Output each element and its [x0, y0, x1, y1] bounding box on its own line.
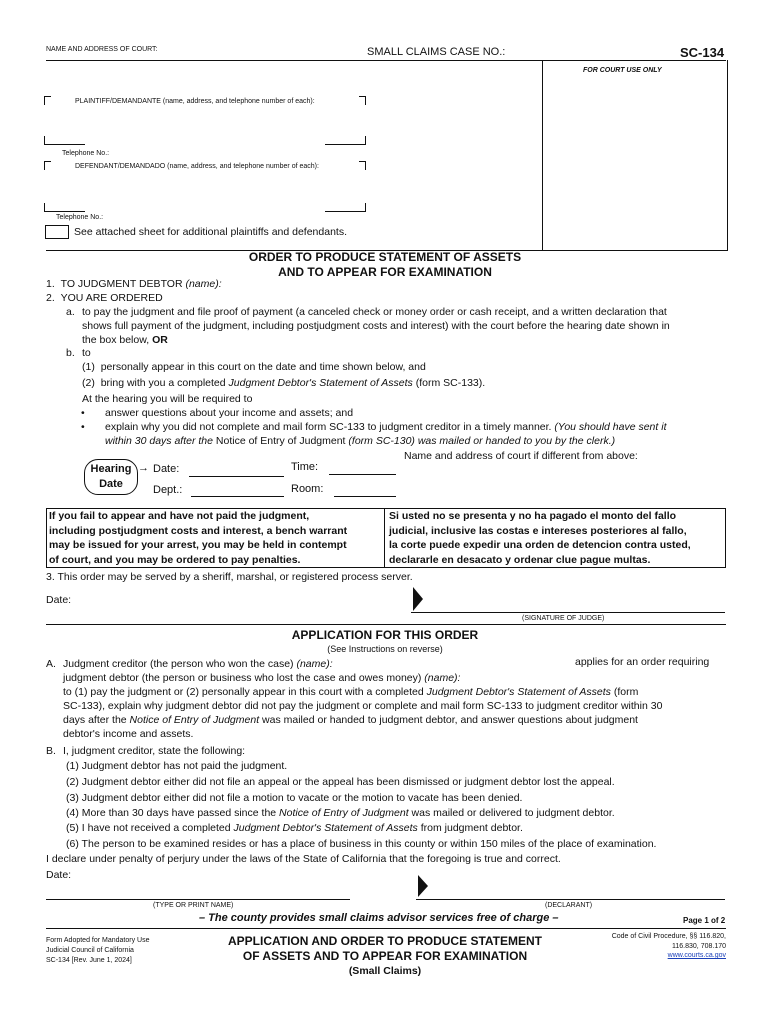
warn-en-3: may be issued for your arrest, you may be held in contempt: [49, 539, 347, 551]
code-citation-block: [560, 932, 726, 961]
app-b4-pre: (4) More than 30 days have passed since the: [66, 807, 277, 819]
item-a-line1: to pay the judgment and file proof of payment (a canceled check or money order or cash receipt, and a written declaration that: [82, 306, 667, 318]
code-line-1: Code of Civil Procedure, §§ 116.820,: [611, 933, 726, 940]
item1-name-label: (name):: [185, 278, 222, 290]
footer-title-3: (Small Claims): [348, 965, 422, 977]
attached-sheet-label: See attached sheet for additional plaintiffs and defendants.: [74, 226, 348, 238]
hearing-intro: At the hearing you will be required to: [82, 393, 253, 405]
order-date-label: Date:: [46, 594, 72, 606]
bullet-2-pre: explain why you did not complete and mail form SC-133 to judgment creditor in a timely manner.: [105, 421, 552, 433]
declarant-signature-field[interactable]: [416, 899, 725, 900]
b2-pre: bring with you a completed: [100, 377, 226, 389]
warn-en-4: of court, and you may be ordered to pay penalties.: [49, 553, 301, 566]
advisor-notice: – The county provides small claims advisor services free of charge –: [199, 912, 559, 924]
warn-en-2: including postjudgment costs and interest, a bench warrant: [49, 524, 348, 537]
print-name-field[interactable]: [46, 899, 350, 900]
item-a-line3: the box below,: [82, 334, 150, 346]
adopted-line-3: SC-134 [Rev. June 1, 2024]: [46, 957, 132, 964]
app-date-label: Date:: [46, 869, 72, 881]
declarant-label: (DECLARANT): [545, 902, 593, 909]
item-a-line2: shows full payment of the judgment, including postjudgment costs and interest) with the court before the hearing date shown in: [82, 320, 670, 332]
item2-text: YOU ARE ORDERED: [60, 292, 163, 304]
dept-field[interactable]: [191, 496, 284, 497]
hearing-date-badge: [84, 459, 138, 495]
app-a-l2-name: (name):: [424, 672, 461, 684]
hearing-label: Hearing: [90, 463, 132, 475]
plaintiff-field[interactable]: [50, 100, 355, 140]
app-a-l3-post: (form: [613, 686, 639, 698]
time-label: Time:: [291, 461, 319, 473]
defendant-field[interactable]: [50, 165, 355, 205]
footer-title-2: OF ASSETS AND TO APPEAR FOR EXAMINATION: [242, 949, 528, 963]
courts-website-link[interactable]: www.courts.ca.gov: [667, 952, 726, 959]
app-a-l3-italic: Judgment Debtor's Statement of Assets: [426, 686, 611, 698]
order-title-2: AND TO APPEAR FOR EXAMINATION: [278, 265, 492, 279]
warn-es-2: judicial, inclusive las costas e intereses posteriores al fallo,: [389, 524, 687, 537]
order-title-1: ORDER TO PRODUCE STATEMENT OF ASSETS: [248, 250, 522, 264]
app-a-pre: Judgment creditor (the person who won the case): [63, 658, 294, 670]
app-b5-pre: (5) I have not received a completed: [66, 822, 231, 834]
alt-court-field[interactable]: [404, 464, 724, 504]
warn-es-1: Si usted no se presenta y no ha pagado el monto del fallo: [389, 510, 677, 522]
adopted-line-2: Judicial Council of California: [46, 947, 134, 954]
phone-label-1: Telephone No.:: [62, 150, 110, 157]
bullet-2-italic: (You should have sent it: [554, 421, 667, 433]
defendant-label: DEFENDANT/DEMANDADO (name, address, and telephone number of each):: [75, 163, 319, 170]
b2-italic: Judgment Debtor's Statement of Assets: [228, 377, 413, 389]
item-a-label: a.: [66, 306, 75, 318]
court-if-different-label: Name and address of court if different from above:: [404, 450, 638, 462]
declaration-text: I declare under penalty of perjury under the laws of the State of California that the foregoing is true and correct.: [46, 853, 561, 865]
app-a-l5-pre: days after the: [63, 714, 127, 726]
bullet-2-l2a: within 30 days after the: [105, 435, 213, 447]
date-field[interactable]: [189, 476, 284, 477]
sign-here-arrow-icon-2: [416, 874, 430, 898]
judgment-creditor-name-field[interactable]: [356, 658, 568, 671]
court-name-label: NAME AND ADDRESS OF COURT:: [46, 46, 158, 53]
print-name-label: (TYPE OR PRINT NAME): [153, 902, 234, 909]
app-b2: (2) Judgment debtor either did not file an appeal or the appeal has been dismissed or judgment debtor lost the appeal.: [66, 776, 615, 788]
app-a-l6: debtor's income and assets.: [63, 728, 194, 740]
judgment-debtor-name-field[interactable]: [240, 278, 540, 291]
form-adopted-block: [46, 936, 150, 966]
arrow-right-icon: →: [138, 462, 149, 474]
item-b-label: b.: [66, 347, 75, 359]
app-a-name: (name):: [296, 658, 333, 670]
item-a-or: OR: [152, 334, 168, 346]
app-a-l5-post: was mailed or handed to judgment debtor, and answer questions about judgment: [262, 714, 638, 726]
app-a-label: A.: [46, 658, 56, 670]
bullet-2-l2b: Notice of Entry of Judgment: [215, 435, 346, 447]
item1-number: 1.: [46, 278, 55, 290]
dept-label: Dept.:: [153, 484, 183, 496]
app-a-l4: SC-133), explain why judgment debtor did not pay the judgment or complete and mail form SC-133 to judgment creditor within 30: [63, 700, 663, 712]
room-field[interactable]: [334, 496, 396, 497]
judgment-debtor-app-field[interactable]: [510, 672, 720, 685]
app-a-applies: applies for an order requiring: [575, 656, 710, 668]
phone-label-2: Telephone No.:: [56, 214, 104, 221]
bullet-1: • answer questions about your income and assets; and: [105, 407, 353, 420]
application-subtitle: (See Instructions on reverse): [327, 644, 443, 654]
app-b4-italic: Notice of Entry of Judgment: [279, 807, 409, 819]
judge-signature-label: (SIGNATURE OF JUDGE): [522, 615, 605, 622]
app-b3: (3) Judgment debtor either did not file a motion to vacate or the motion to vacate has been denied.: [66, 792, 523, 804]
app-b6: (6) The person to be examined resides or has a place of business in this county or within 150 miles of the place of examination.: [66, 838, 657, 850]
case-number-label: SMALL CLAIMS CASE NO.:: [367, 46, 506, 58]
b2-number: (2): [82, 377, 95, 389]
form-code: SC-134: [680, 45, 725, 60]
app-b4-post: was mailed or delivered to judgment debtor.: [411, 807, 615, 819]
item2-number: 2.: [46, 292, 55, 304]
court-use-label: FOR COURT USE ONLY: [583, 67, 662, 74]
app-b-label: B.: [46, 745, 56, 757]
code-line-2: 116.830, 708.170: [672, 942, 726, 950]
app-a-l2-pre: judgment debtor (the person or business who lost the case and owes money): [63, 672, 422, 684]
court-use-box[interactable]: [542, 60, 728, 251]
b1-number: (1): [82, 361, 95, 373]
b1-text: personally appear in this court on the date and time shown below, and: [100, 361, 426, 373]
room-label: Room:: [291, 483, 324, 495]
bullet-2-l2c: (form SC-130) was mailed or handed to you by the clerk.): [348, 435, 616, 447]
application-title: APPLICATION FOR THIS ORDER: [291, 628, 479, 642]
time-field[interactable]: [329, 474, 396, 475]
warn-es-3: la corte puede expedir una orden de detencion contra usted,: [389, 539, 691, 551]
item3-text: 3. This order may be served by a sheriff, marshal, or registered process server.: [46, 571, 413, 583]
app-b-text: I, judgment creditor, state the following:: [63, 745, 246, 757]
app-b5-post: from judgment debtor.: [420, 822, 523, 834]
hearing-date-label: Date: [99, 478, 123, 490]
b2-post: (form SC-133).: [415, 377, 486, 389]
page-number: Page 1 of 2: [683, 916, 726, 925]
item1-text: TO JUDGMENT DEBTOR: [60, 278, 183, 290]
adopted-line-1: Form Adopted for Mandatory Use: [46, 937, 150, 944]
judge-signature-field[interactable]: [411, 612, 725, 613]
warn-en-1: If you fail to appear and have not paid the judgment,: [49, 510, 310, 522]
item-b-to: to: [82, 347, 91, 359]
warning-spanish: [389, 509, 691, 567]
app-a-l5-italic: Notice of Entry of Judgment: [129, 714, 260, 726]
app-a-l3-pre: to (1) pay the judgment or (2) personally appear in this court with a completed: [63, 686, 424, 698]
warn-es-4: declararle en desacato y ordenar clue pague multas.: [389, 553, 651, 566]
app-b1: (1) Judgment debtor has not paid the judgment.: [66, 760, 288, 772]
plaintiff-label: PLAINTIFF/DEMANDANTE (name, address, and telephone number of each):: [75, 98, 315, 105]
app-b5-italic: Judgment Debtor's Statement of Assets: [233, 822, 418, 834]
footer-title-1: APPLICATION AND ORDER TO PRODUCE STATEMENT: [227, 934, 542, 948]
date-label: Date:: [153, 463, 180, 475]
warning-english: [49, 509, 347, 567]
attached-sheet-checkbox[interactable]: [45, 225, 69, 239]
sign-here-arrow-icon: [411, 586, 425, 612]
footer-title: [180, 934, 590, 979]
